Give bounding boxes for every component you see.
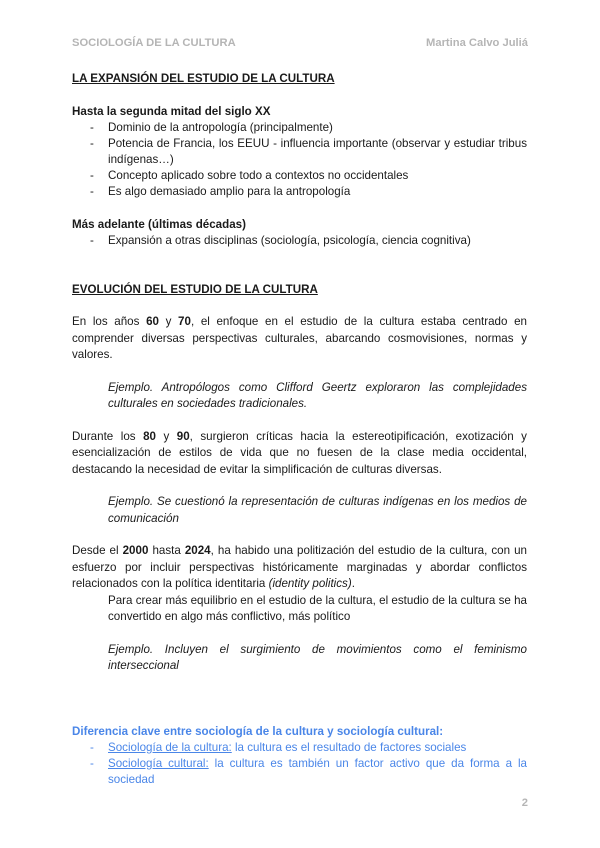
subheading-siglo-xx: Hasta la segunda mitad del siglo XX [72,105,271,118]
section-title-evolucion: EVOLUCIÓN DEL ESTUDIO DE LA CULTURA [72,283,318,296]
header-course-title: SOCIOLOGÍA DE LA CULTURA [72,37,236,49]
list-item: - Dominio de la antropología (principalmente) [72,120,527,136]
document-body [72,71,527,788]
list-item: - Sociología de la cultura: la cultura es el resultado de factores sociales [72,740,527,756]
header-author: Martina Calvo Juliá [426,37,528,49]
list-item: - Potencia de Francia, los EEUU - influencia importante (observar y estudiar tribus indígenas…) [72,136,527,168]
page-header [72,37,528,49]
list-item: - Sociología cultural: la cultura es también un factor activo que da forma a la sociedad [72,756,527,788]
example-feminismo: Ejemplo. Incluyen el surgimiento de movimientos como el feminismo interseccional [108,642,527,672]
section-title-expansion: LA EXPANSIÓN DEL ESTUDIO DE LA CULTURA [72,72,335,85]
list-ultimas-decadas [72,233,527,249]
key-difference-list [72,740,527,788]
paragraph-80-90: Durante los 80 y 90, surgieron críticas hacia la estereotipificación, exotización y esencialización de estilos de vida que no fuesen de la clase media occidental, destacando la necesidad de evitar la simplificación de culturas diversas. [72,429,527,476]
example-indigenas: Ejemplo. Se cuestionó la representación de culturas indígenas en los medios de comunicación [108,495,527,525]
subheading-ultimas-decadas: Más adelante (últimas décadas) [72,218,246,231]
page-number: 2 [521,797,528,809]
list-siglo-xx [72,120,527,200]
paragraph-60-70: En los años 60 y 70, el enfoque en el estudio de la cultura estaba centrado en comprender diversas perspectivas culturales, abarcando cosmovisiones, normas y valores. [72,315,527,361]
list-item: - Es algo demasiado amplio para la antropología [72,184,527,200]
list-item: - Expansión a otras disciplinas (sociología, psicología, ciencia cognitiva) [72,233,527,249]
key-difference-heading: Diferencia clave entre sociología de la cultura y sociología cultural: [72,724,444,738]
paragraph-2000-2024: Desde el 2000 hasta 2024, ha habido una politización del estudio de la cultura, con un esfuerzo por incluir perspectivas históricamente marginadas y abordar conflictos relacionados con la política identitaria (identity politics). [72,544,528,590]
example-geertz: Ejemplo. Antropólogos como Clifford Geertz exploraron las complejidades culturales en sociedades tradicionales. [108,380,527,410]
paragraph-equilibrio: Para crear más equilibrio en el estudio de la cultura, el estudio de la cultura se ha convertido en algo más conflictivo, más político [108,593,527,623]
list-item: - Concepto aplicado sobre todo a contextos no occidentales [72,168,527,184]
